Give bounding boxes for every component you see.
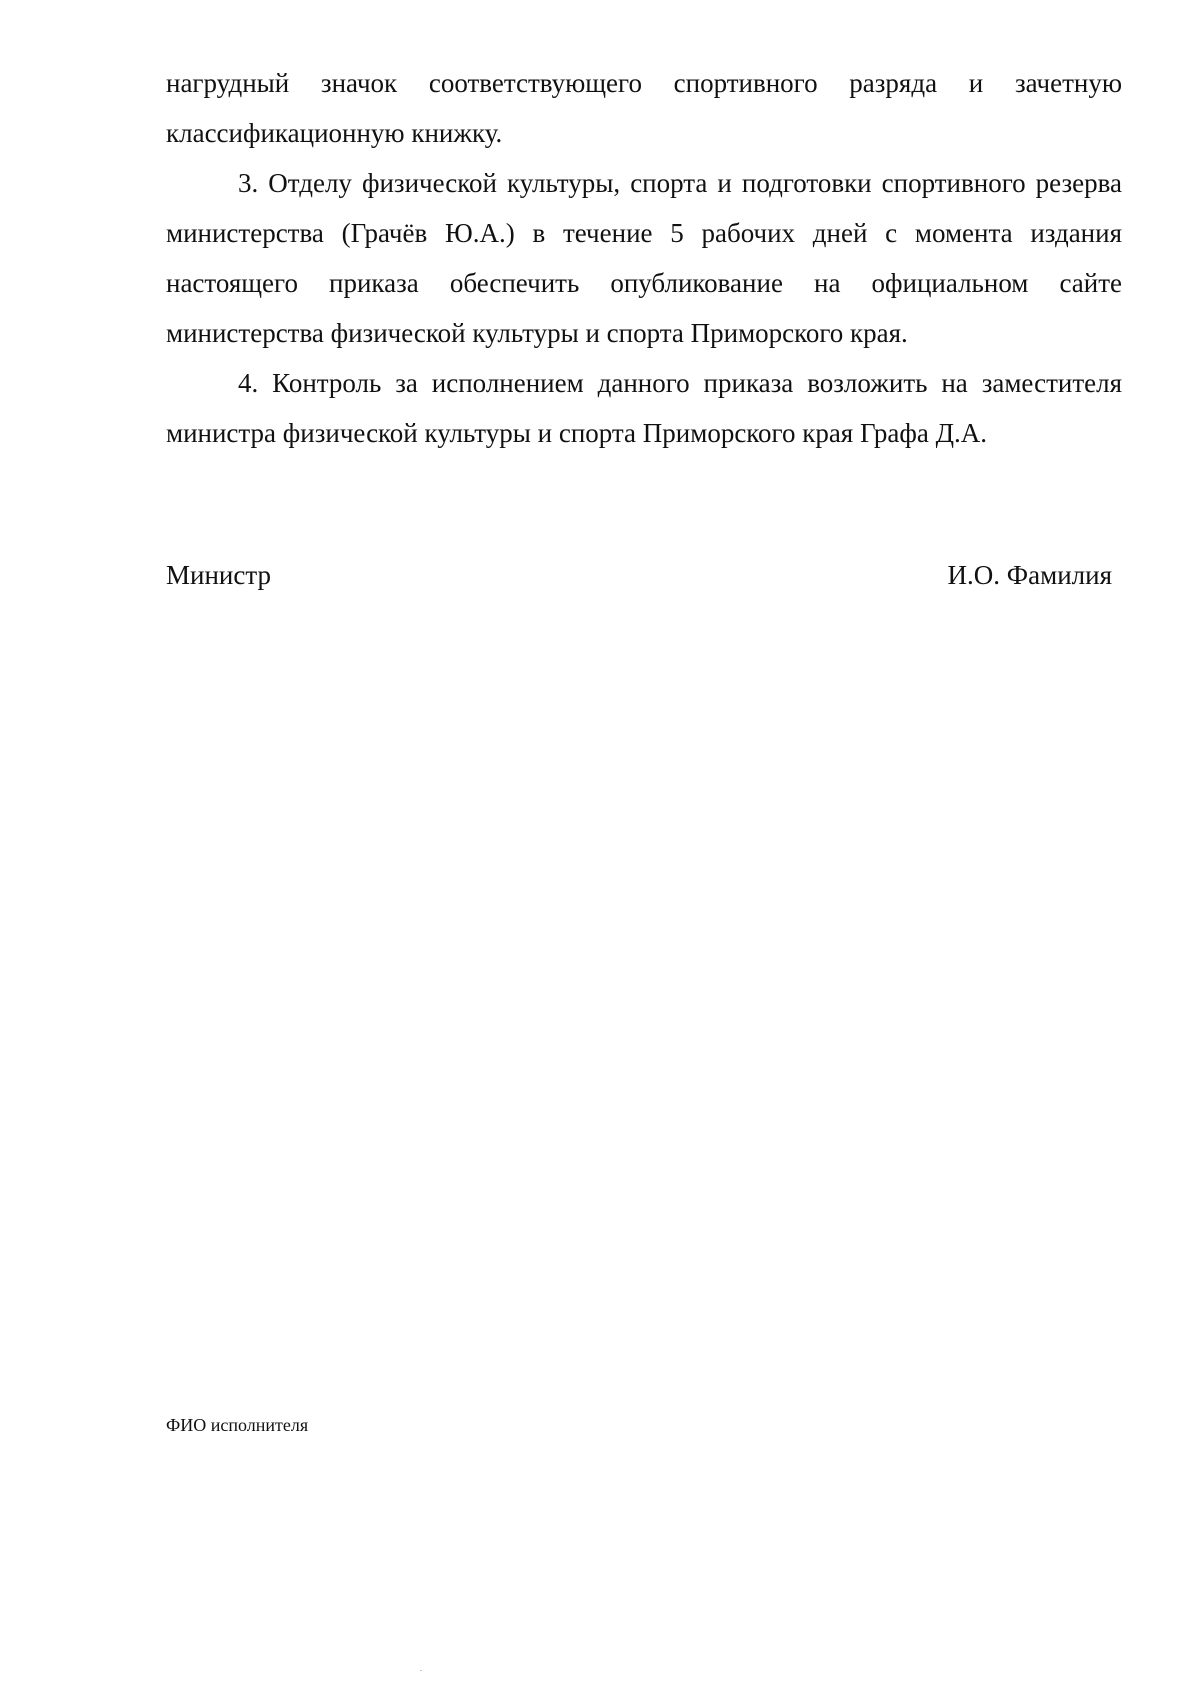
signatory-name: И.О. Фамилия (947, 560, 1112, 590)
executor-label: ФИО исполнителя (166, 1415, 309, 1435)
scan-artifact (420, 1670, 422, 1671)
paragraph-item-4: 4. Контроль за исполнением данного приказа возложить на заместителя министра физической культуры и спорта Приморского края Графа Д.А. (166, 368, 1122, 448)
paragraph-item-3: 3. Отделу физической культуры, спорта и подготовки спортивного резерва министерства (Грачёв Ю.А.) в течение 5 рабочих дней с момента издания настоящего приказа обеспечить опубликование на официальном сайте министерства физической культуры и спорта Приморского края. (166, 168, 1122, 348)
paragraph-continuation: нагрудный значок соответствующего спортивного разряда и зачетную классификационную книжку. (166, 68, 1122, 148)
document-body (166, 58, 1122, 458)
signatory-position: Министр (166, 560, 271, 590)
signature-block (166, 555, 1112, 595)
